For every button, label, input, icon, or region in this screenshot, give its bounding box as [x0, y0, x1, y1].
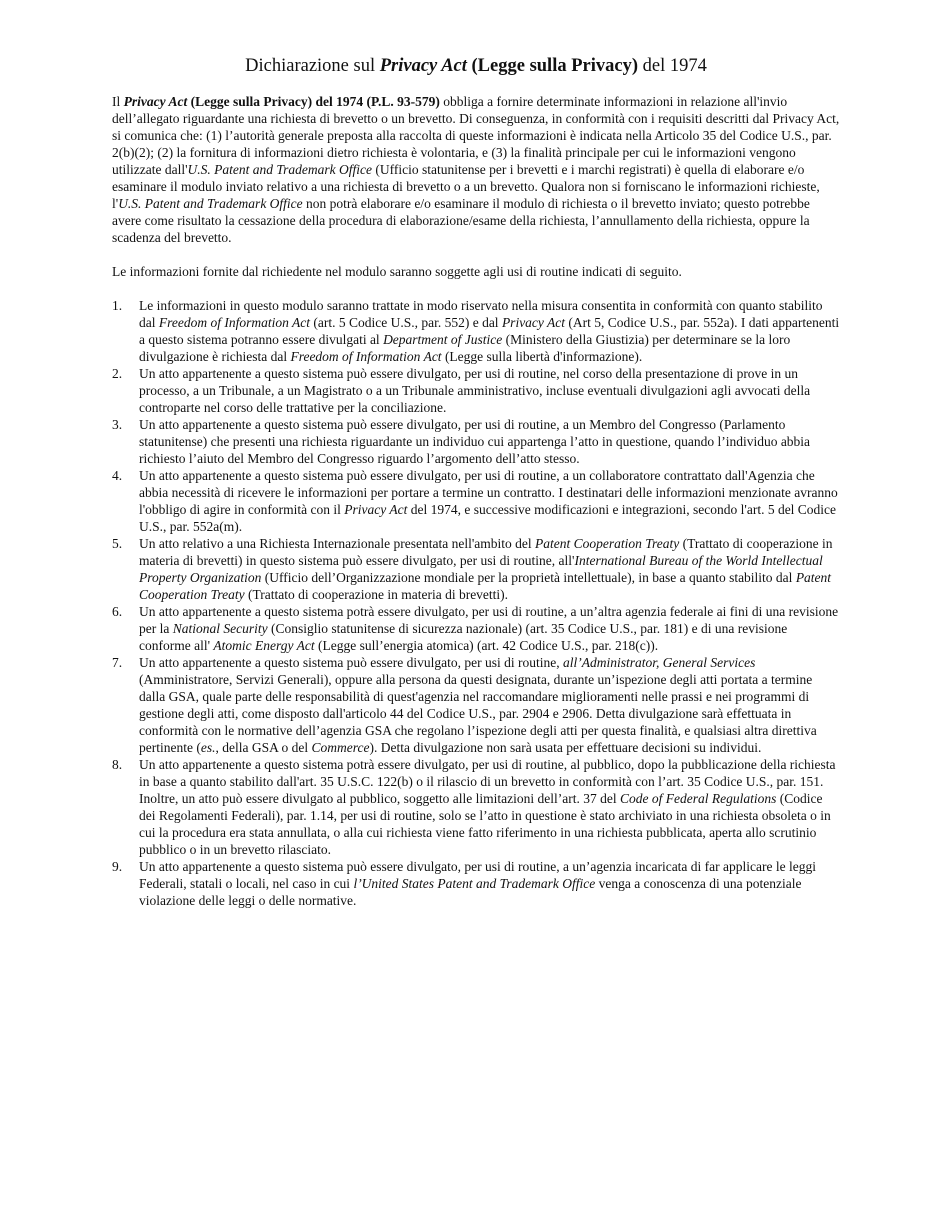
emphasis-text: Patent Cooperation Treaty [535, 536, 680, 551]
list-item-text [139, 536, 833, 602]
list-item [112, 365, 840, 416]
text-run: Le informazioni in questo modulo saranno trattate in modo riservato nella misura consentita in conformità con quanto stabilito dal [139, 298, 823, 330]
document-title [112, 53, 840, 79]
list-item [112, 416, 840, 467]
emphasis-text: Department of Justice [383, 332, 503, 347]
text-run: Un atto appartenente a questo sistema può essere divulgato, per usi di routine, a un’agenzia incaricata di far applicare le leggi Federali, statali o locali, nel caso in cui [139, 859, 816, 891]
routine-uses-list [112, 297, 840, 909]
list-item-text [139, 604, 838, 653]
list-item-number: 9. [112, 859, 123, 874]
emphasis-text: National Security [172, 621, 268, 636]
text-run: (Legge sulla libertà d'informazione). [441, 349, 643, 364]
list-item-text [139, 298, 839, 364]
text-run: Un atto appartenente a questo sistema può essere divulgato, per usi di routine, nel corso della presentazione di prove in un processo, a un Tribunale, a un Magistrato o a un Tribunale amministrativo, incluse eventuali divulgazioni agli avvocati della controparte nel corso delle trattative per la conciliazione. [139, 366, 811, 415]
text-run: (Ufficio statunitense per i brevetti e i marchi registrati) è quella di elaborare e/o esaminare il modulo inviato relativo a una richiesta di brevetto o a un brevetto. Qualora non si forniscano le informazioni richieste, l' [112, 162, 820, 211]
emphasis-text: (Legge sulla Privacy) del 1974 (P.L. 93-579) [187, 94, 440, 109]
text-run: ). Detta divulgazione non sarà usata per effettuare decisioni su individui. [369, 740, 762, 755]
list-item-number: 4. [112, 468, 123, 483]
text-run: (art. 5 Codice U.S., par. 552) e dal [309, 315, 502, 330]
text-run: (Codice dei Regolamenti Federali), par. 1.14, per usi di routine, solo se l’atto in questione è stato archiviato in una richiesta obsoleta o in cui la procedura era stata annullata, o alla cui richiesta viene fatto riferimento in una richiesta pubblicata, aperta allo scrutinio pubblico o in un brevetto rilasciato. [139, 791, 831, 857]
list-item-number: 5. [112, 536, 123, 551]
text-run: Un atto appartenente a questo sistema potrà essere divulgato, per usi di routine, al pubblico, dopo la pubblicazione della richiesta in base a quanto stabilito dall'art. 35 U.S.C. 122(b) o il rilascio di un brevetto in conformità con l’art. 35 Codice U.S., par. 151. Inoltre, un atto può essere divulgato al pubblico, soggetto alle limitazioni dell’art. 37 del [139, 757, 836, 806]
text-run: obbliga a fornire determinate informazioni in relazione all'invio dell’allegato riguardante una richiesta di brevetto o un brevetto. Di conseguenza, in conformità con i requisiti descritti dal Privacy Act, si comunica che: (1) l’autorità generale preposta alla raccolta di queste informazioni è indicata nella Articolo 35 del Codice U.S., par. 2(b)(2); (2) la fornitura di informazioni dietro richiesta è volontaria, e (3) la finalità principale per cui le informazioni vengono utilizzate dall' [112, 94, 840, 177]
list-item [112, 535, 840, 603]
text-run: (Ministero della Giustizia) per determinare se la loro divulgazione è richiesta dal [139, 332, 791, 364]
emphasis-text: l’United States Patent and Trademark Office [353, 876, 596, 891]
list-item [112, 756, 840, 858]
text-run: (Consiglio statunitense di sicurezza nazionale) (art. 35 Codice U.S., par. 181) e di una revisione conforme all' [139, 621, 788, 653]
list-item [112, 603, 840, 654]
emphasis-text: Code of Federal Regulations [620, 791, 777, 806]
routine-uses-lead: Le informazioni fornite dal richiedente nel modulo saranno soggette agli usi di routine indicati di seguito. [112, 264, 682, 279]
text-run: (Ufficio dell’Organizzazione mondiale per la proprietà intellettuale), in base a quanto stabilito dal [261, 570, 796, 585]
text-run: venga a conoscenza di una potenziale violazione delle leggi o delle normative. [139, 876, 802, 908]
list-item-number: 6. [112, 604, 123, 619]
text-run: non potrà elaborare e/o esaminare il modulo di richiesta o il brevetto inviato; questo potrebbe avere come risultato la cessazione della procedura di elaborazione/esame della richiesta, l’annullamento della richiesta, oppure la scadenza del brevetto. [112, 196, 810, 245]
text-run: del 1974, e successive modificazioni e integrazioni, secondo l'art. 5 del Codice U.S., par. 552a(m). [139, 502, 837, 534]
list-item-text [139, 468, 838, 534]
list-item-number: 2. [112, 366, 123, 381]
emphasis-text [124, 94, 188, 109]
title-text-post: del 1974 [637, 56, 707, 76]
title-text-act: Privacy Act [379, 56, 467, 76]
emphasis-text: Freedom of Information Act [158, 315, 310, 330]
text-run: , della GSA o del [215, 740, 312, 755]
text-run: Un atto appartenente a questo sistema può essere divulgato, per usi di routine, [139, 655, 564, 670]
document-page [112, 53, 840, 909]
list-item [112, 858, 840, 909]
text-run: (Trattato di cooperazione in materia di brevetti). [244, 587, 509, 602]
title-text-legge: (Legge sulla Privacy) [466, 56, 638, 76]
emphasis-text: U.S. Patent and Trademark Office [118, 196, 303, 211]
text-run: (Amministratore, Servizi Generali), oppure alla persona da questi designata, durante un’ispezione degli atti portata a termine dalla GSA, quale parte delle responsabilità di quest'agenzia nel raccomandare miglioramenti nelle prassi e nei programmi di gestione degli atti, come disposto dall'articolo 44 del Codice U.S., par. 2904 e 2906. Detta divulgazione sarà effettuata in conformità con le normative dell’agenzia GSA che regolano l’ispezione degli atti per questa finalità, e qualsiasi altra direttiva pertinente ( [139, 672, 817, 755]
emphasis-text: Freedom of Information Act [290, 349, 442, 364]
emphasis-text: Privacy Act [123, 94, 188, 109]
title-text-pre: Dichiarazione sul [245, 56, 380, 76]
emphasis-text: Privacy Act [344, 502, 408, 517]
text-run: Un atto relativo a una Richiesta Internazionale presentata nell'ambito del [139, 536, 536, 551]
emphasis-text: U.S. Patent and Trademark Office [187, 162, 373, 177]
list-item [112, 654, 840, 756]
text-run: Un atto appartenente a questo sistema potrà essere divulgato, per usi di routine, a un’altra agenzia federale ai fini di una revisione per la [139, 604, 839, 636]
emphasis-text: es. [200, 740, 216, 755]
emphasis-text: Patent Cooperation Treaty [139, 570, 832, 602]
text-run: Il [112, 94, 124, 109]
list-item-text [139, 859, 816, 908]
text-run: Un atto appartenente a questo sistema può essere divulgato, per usi di routine, a un collaboratore contrattato dall'Agenzia che abbia necessità di ricevere le informazioni per portare a termine un contratto. I destinatari delle informazioni menzionate avranno l'obbligo di agire in conformità con il [139, 468, 838, 517]
emphasis-text: all’Administrator, General Services [563, 655, 756, 670]
emphasis-text: Privacy Act [501, 315, 566, 330]
list-item-number: 8. [112, 757, 123, 772]
emphasis-text: Commerce [311, 740, 370, 755]
list-item-number: 7. [112, 655, 123, 670]
text-run: (Legge sull’energia atomica) (art. 42 Codice U.S., par. 218(c)). [314, 638, 659, 653]
list-item [112, 297, 840, 365]
emphasis-text: International Bureau of the World Intellectual Property Organization [139, 553, 823, 585]
list-item-text [139, 366, 810, 415]
intro-paragraph [112, 93, 840, 246]
list-item-text [139, 655, 817, 755]
list-item-text [139, 417, 810, 466]
emphasis-text: Atomic Energy Act [213, 638, 315, 653]
list-item-number: 1. [112, 298, 123, 313]
text-run: (Trattato di cooperazione in materia di brevetti) in questo sistema può essere divulgato, per usi di routine, all' [139, 536, 833, 568]
text-run: (Art 5, Codice U.S., par. 552a). I dati appartenenti a questo sistema potranno essere divulgati al [139, 315, 840, 347]
list-item [112, 467, 840, 535]
text-run: Un atto appartenente a questo sistema può essere divulgato, per usi di routine, a un Membro del Congresso (Parlamento statunitense) che presenti una richiesta riguardante un individuo cui appartenga l’atto in questione, quando l’individuo abbia richiesto l’aiuto del Membro del Congresso riguardo l’argomento dell’atto stesso. [139, 417, 811, 466]
list-item-text [139, 757, 836, 857]
list-item-number: 3. [112, 417, 123, 432]
